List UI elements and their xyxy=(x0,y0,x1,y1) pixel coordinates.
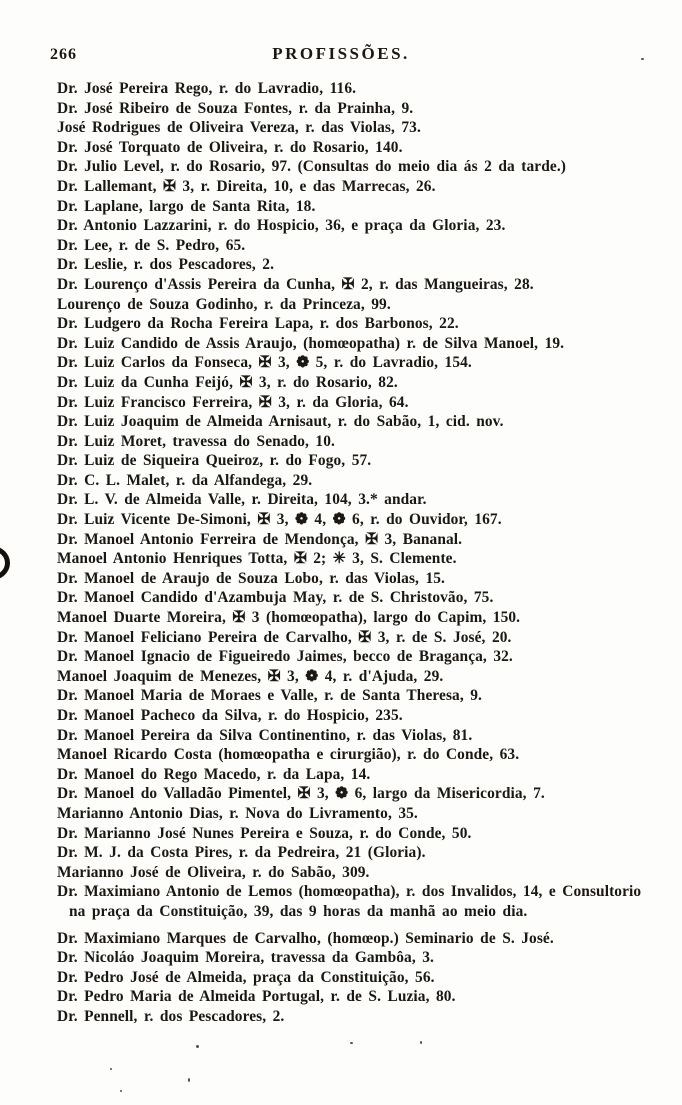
directory-entry: Dr. Manoel Pacheco da Silva, r. do Hospicio, 235. xyxy=(57,707,403,724)
directory-entry: Dr. José Ribeiro de Souza Fontes, r. da Prainha, 9. xyxy=(57,99,414,117)
scan-speckle xyxy=(196,1045,199,1048)
page-number: 266 xyxy=(50,46,77,63)
directory-entry: Dr. Luiz Candido de Assis Araujo, (homœopatha) r. de Silva Manoel, 19. xyxy=(57,334,565,352)
directory-entry: Dr. Lourenço d'Assis Pereira da Cunha, ✠ 2, r. das Mangueiras, 28. xyxy=(57,275,534,293)
page-header xyxy=(0,44,682,70)
directory-entry: Dr. Manoel de Araujo de Souza Lobo, r. das Violas, 15. xyxy=(57,569,445,587)
running-title: PROFISSÕES. xyxy=(272,44,410,63)
scan-speckle xyxy=(420,1041,422,1044)
ink-blot-artifact xyxy=(0,546,10,580)
scan-speckle xyxy=(641,58,644,60)
directory-entry: Dr. José Pereira Rego, r. do Lavradio, 116. xyxy=(57,80,357,97)
directory-entry: Dr. Lallemant, ✠ 3, r. Direita, 10, e das Marrecas, 26. xyxy=(57,177,436,195)
directory-entry: Lourenço de Souza Godinho, r. da Princeza, 99. xyxy=(57,295,391,313)
directory-entry: Dr. Maximiano Antonio de Lemos (homœopatha), r. dos Invalidos, 14, e Consultorio na praça da Constituição, 39, das 9 horas da manhã ao meio dia. xyxy=(57,883,642,920)
directory-entry: Dr. Manoel Maria de Moraes e Valle, r. de Santa Theresa, 9. xyxy=(57,687,482,705)
directory-list xyxy=(57,79,657,1027)
directory-entry: Dr. Luiz Vicente De-Simoni, ✠ 3, ❁ 4, ❁ 6, r. do Ouvidor, 167. xyxy=(57,511,502,529)
directory-entry: Dr. Luiz da Cunha Feijó, ✠ 3, r. do Rosario, 82. xyxy=(57,373,398,391)
directory-entry: Dr. Luiz Joaquim de Almeida Arnisaut, r. do Sabão, 1, cid. nov. xyxy=(57,413,504,431)
directory-entry: Dr. Manoel Candido d'Azambuja May, r. de S. Christovão, 75. xyxy=(57,589,494,607)
directory-entry: Dr. Marianno José Nunes Pereira e Souza, r. do Conde, 50. xyxy=(57,824,472,842)
directory-entry: Dr. Antonio Lazzarini, r. do Hospicio, 36, e praça da Gloria, 23. xyxy=(57,217,506,235)
directory-entry: Dr. Luiz Moret, travessa do Senado, 10. xyxy=(57,432,335,450)
directory-entry: Dr. C. L. Malet, r. da Alfandega, 29. xyxy=(57,471,313,489)
directory-entry: Marianno Antonio Dias, r. Nova do Livramento, 35. xyxy=(57,804,418,822)
directory-entry: Dr. Laplane, largo de Santa Rita, 18. xyxy=(57,197,316,215)
directory-entry: Dr. Luiz de Siqueira Queiroz, r. do Fogo, 57. xyxy=(57,452,372,470)
directory-entry: Dr. Pennell, r. dos Pescadores, 2. xyxy=(57,1007,285,1025)
directory-entry: Dr. Manoel Ignacio de Figueiredo Jaimes, becco de Bragança, 32. xyxy=(57,648,513,666)
scan-speckle xyxy=(110,1068,112,1070)
directory-entry: Dr. Manoel do Rego Macedo, r. da Lapa, 14. xyxy=(57,765,371,783)
directory-entry: Dr. Lee, r. de S. Pedro, 65. xyxy=(57,236,246,254)
directory-entry: Manoel Joaquim de Menezes, ✠ 3, ❁ 4, r. d'Ajuda, 29. xyxy=(57,667,444,685)
directory-entry: Manoel Duarte Moreira, ✠ 3 (homœopatha), largo do Capim, 150. xyxy=(57,609,521,627)
directory-entry: Dr. Ludgero da Rocha Fereira Lapa, r. dos Barbonos, 22. xyxy=(57,315,459,333)
directory-entry: Dr. L. V. de Almeida Valle, r. Direita, 104, 3.* andar. xyxy=(57,491,427,509)
directory-entry: Dr. Pedro José de Almeida, praça da Constituição, 56. xyxy=(57,968,435,986)
directory-entry: Dr. Manoel Pereira da Silva Continentino, r. das Violas, 81. xyxy=(57,726,473,744)
directory-entry: Dr. Manoel Antonio Ferreira de Mendonça, ✠ 3, Bananal. xyxy=(57,530,463,548)
scan-speckle xyxy=(120,1090,122,1092)
directory-entry: Dr. Manoel do Valladão Pimentel, ✠ 3, ❁ 6, largo da Misericordia, 7. xyxy=(57,785,545,803)
directory-entry: Dr. M. J. da Costa Pires, r. da Pedreira, 21 (Gloria). xyxy=(57,844,426,862)
directory-entry: Dr. Julio Level, r. do Rosario, 97. (Consultas do meio dia ás 2 da tarde.) xyxy=(57,158,566,176)
scan-speckle xyxy=(188,1078,190,1082)
directory-entry: Manoel Ricardo Costa (homœopatha e cirurgião), r. do Conde, 63. xyxy=(57,746,520,764)
directory-entry: Dr. Luiz Francisco Ferreira, ✠ 3, r. da Gloria, 64. xyxy=(57,393,409,411)
directory-entry: Dr. Pedro Maria de Almeida Portugal, r. de S. Luzia, 80. xyxy=(57,988,456,1006)
directory-entry: Dr. José Torquato de Oliveira, r. do Rosario, 140. xyxy=(57,138,403,156)
directory-entry: Dr. Luiz Carlos da Fonseca, ✠ 3, ❁ 5, r. do Lavradio, 154. xyxy=(57,354,472,372)
scan-speckle xyxy=(350,1042,353,1044)
directory-entry: Dr. Maximiano Marques de Carvalho, (homœop.) Seminario de S. José. xyxy=(57,929,554,947)
directory-entry: José Rodrigues de Oliveira Vereza, r. das Violas, 73. xyxy=(57,119,421,137)
directory-entry: Dr. Manoel Feliciano Pereira de Carvalho, ✠ 3, r. de S. José, 20. xyxy=(57,628,512,646)
directory-entry: Marianno José de Oliveira, r. do Sabão, 309. xyxy=(57,863,370,881)
directory-entry: Dr. Nicoláo Joaquim Moreira, travessa da Gambôa, 3. xyxy=(57,949,434,967)
directory-entry: Dr. Leslie, r. dos Pescadores, 2. xyxy=(57,256,275,274)
directory-entry: Manoel Antonio Henriques Totta, ✠ 2; ✳ 3, S. Clemente. xyxy=(57,550,457,568)
